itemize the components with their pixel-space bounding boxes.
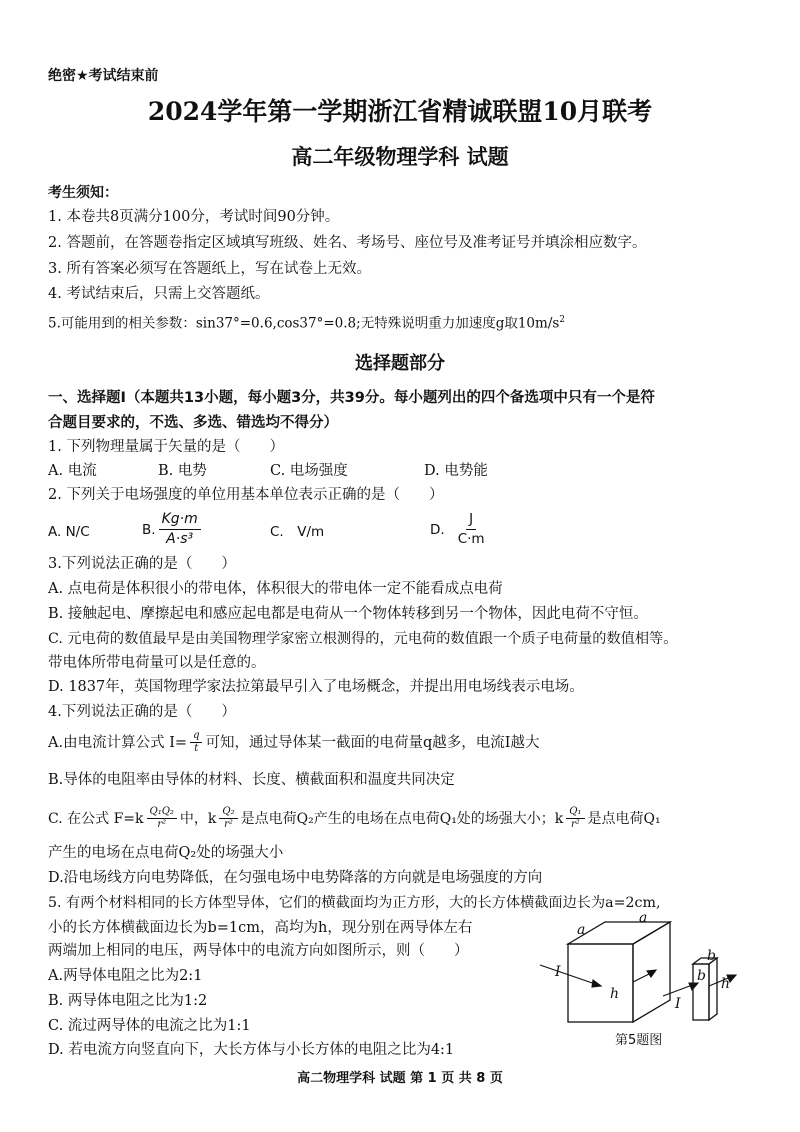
q2-option-a: A. N/C	[48, 524, 90, 540]
q3-option-b: B. 接触起电、摩擦起电和感应起电都是电荷从一个物体转移到另一个物体，因此电荷不守恒。	[48, 606, 648, 622]
q2-d-denominator: C·m	[457, 531, 485, 547]
notice-item-1: 1. 本卷共8页满分100分，考试时间90分钟。	[48, 209, 340, 225]
secret-mark: 绝密★考试结束前	[48, 68, 159, 84]
q4-option-c-line2: 产生的电场在点电荷Q₂处的场强大小	[48, 845, 284, 861]
q4-option-d: D.沿电场线方向电势降低，在匀强电场中电势降落的方向就是电场强度的方向	[48, 870, 543, 886]
q4-c-text-1: 中，k	[179, 810, 217, 827]
q4-c-fraction-2	[219, 806, 237, 831]
label-b-front: b	[697, 968, 706, 984]
q1-option-a: A. 电流	[48, 463, 97, 479]
q4-c-denominator-2: r²	[224, 819, 233, 830]
q1-option-c: C. 电场强度	[270, 463, 348, 479]
part1-instruction-line2: 合题目要求的，不选、多选、错选均不得分）	[48, 415, 338, 431]
q1-stem: 1. 下列物理量属于矢量的是（ ）	[48, 439, 284, 455]
q1-option-d: D. 电势能	[424, 463, 488, 479]
q4-a-prefix: A.由电流计算公式 I=	[48, 734, 188, 751]
q2-b-denominator: A·s³	[166, 531, 194, 547]
section-title: 选择题部分	[355, 353, 445, 374]
notice-item-5	[48, 310, 565, 334]
label-b-side: b	[707, 948, 716, 964]
q4-c-text-3: 是点电荷Q₁	[587, 810, 661, 827]
notice-heading: 考生须知：	[48, 185, 118, 201]
q3-option-d: D. 1837年，英国物理学家法拉第最早引入了电场概念，并提出用电场线表示电场。	[48, 679, 584, 695]
page-footer: 高二物理学科 试题 第 1 页 共 8 页	[297, 1071, 503, 1086]
q4-c-numerator-2: Q₂	[219, 806, 237, 819]
q4-c-fraction-1	[147, 806, 177, 831]
q2-option-b-label: B.	[142, 521, 156, 538]
q2-option-d	[430, 510, 491, 549]
q3-stem: 3.下列说法正确的是（ ）	[48, 556, 236, 572]
q4-option-a	[48, 730, 540, 755]
label-a-right: a	[639, 910, 648, 926]
q4-c-denominator-1: r²	[157, 819, 167, 830]
q4-a-fraction	[190, 730, 202, 755]
notice-item-5-sup: 2	[559, 315, 566, 325]
q4-option-c	[48, 806, 661, 831]
label-h-small: h	[721, 976, 731, 992]
q5-option-b: B. 两导体电阻之比为1:2	[48, 993, 208, 1009]
q5-stem-line3: 两端加上相同的电压，两导体中的电流方向如图所示，则（ ）	[48, 943, 469, 959]
q4-a-numerator: q	[190, 730, 202, 743]
notice-item-4: 4. 考试结束后，只需上交答题纸。	[48, 286, 270, 302]
label-I-small: I	[675, 996, 681, 1012]
q2-option-b	[142, 510, 204, 549]
q2-b-numerator: Kg·m	[159, 510, 201, 530]
q2-option-d-fraction	[455, 510, 488, 549]
q4-option-b: B.导体的电阻率由导体的材料、长度、横截面积和温度共同决定	[48, 772, 455, 788]
part1-instruction-line1: 一、选择题Ⅰ（本题共13小题，每小题3分，共39分。每小题列出的四个备选项中只有一个是符	[48, 390, 655, 406]
exam-subtitle: 高二年级物理学科 试题	[291, 144, 509, 169]
q4-c-fraction-3	[566, 806, 584, 831]
notice-item-5-text: 5.可能用到的相关参数：sin37°=0.6,cos37°=0.8;无特殊说明重力加速度g取10m/s	[48, 315, 560, 332]
q3-option-a: A. 点电荷是体积很小的带电体，体积很大的带电体一定不能看成点电荷	[48, 581, 503, 597]
q2-option-b-fraction	[159, 510, 201, 549]
label-h-large: h	[610, 986, 620, 1002]
label-I-large: I	[555, 964, 561, 980]
q5-stem-line2: 小的长方体横截面边长为b=1cm，高均为h，现分别在两导体左右	[48, 920, 473, 936]
q5-option-c: C. 流过两导体的电流之比为1:1	[48, 1018, 251, 1034]
q4-stem: 4.下列说法正确的是（ ）	[48, 704, 236, 720]
q3-option-c-line2: 带电体所带电荷量可以是任意的。	[48, 655, 266, 671]
q4-c-numerator-1: Q₁Q₂	[147, 806, 177, 819]
figure-caption: 第5题图	[615, 1033, 663, 1048]
q4-a-suffix: 可知，通过导体某一截面的电荷量q越多，电流I越大	[205, 734, 540, 751]
q2-stem: 2. 下列关于电场强度的单位用基本单位表示正确的是（ ）	[48, 487, 444, 503]
exam-title: 2024学年第一学期浙江省精诚联盟10月联考	[147, 97, 653, 126]
notice-item-2: 2. 答题前，在答题卷指定区域填写班级、姓名、考场号、座位号及准考证号并填涂相应数字。	[48, 235, 647, 251]
q5-figure	[535, 910, 760, 1050]
q2-option-c: C. V/m	[270, 524, 325, 540]
label-a-top: a	[577, 922, 586, 938]
q5-option-d: D. 若电流方向竖直向下，大长方体与小长方体的电阻之比为4:1	[48, 1042, 455, 1058]
q4-c-denominator-3: r²	[571, 819, 580, 830]
q1-option-b: B. 电势	[158, 463, 207, 479]
notice-item-3: 3. 所有答案必须写在答题纸上，写在试卷上无效。	[48, 261, 371, 277]
q3-option-c-line1: C. 元电荷的数值最早是由美国物理学家密立根测得的，元电荷的数值跟一个质子电荷量的数值相等。	[48, 631, 678, 647]
q4-c-prefix: C. 在公式 F=k	[48, 810, 144, 827]
q2-d-numerator: J	[466, 510, 476, 530]
q4-a-denominator: t	[194, 743, 199, 754]
q5-option-a: A.两导体电阻之比为2:1	[48, 968, 203, 984]
q2-option-d-label: D.	[430, 521, 445, 538]
q5-stem-line1: 5. 有两个材料相同的长方体型导体，它们的横截面均为正方形，大的长方体横截面边长为a=2cm,	[48, 895, 661, 911]
q4-c-text-2: 是点电荷Q₂产生的电场在点电荷Q₁处的场强大小；k	[240, 810, 564, 827]
q4-c-numerator-3: Q₁	[566, 806, 584, 819]
